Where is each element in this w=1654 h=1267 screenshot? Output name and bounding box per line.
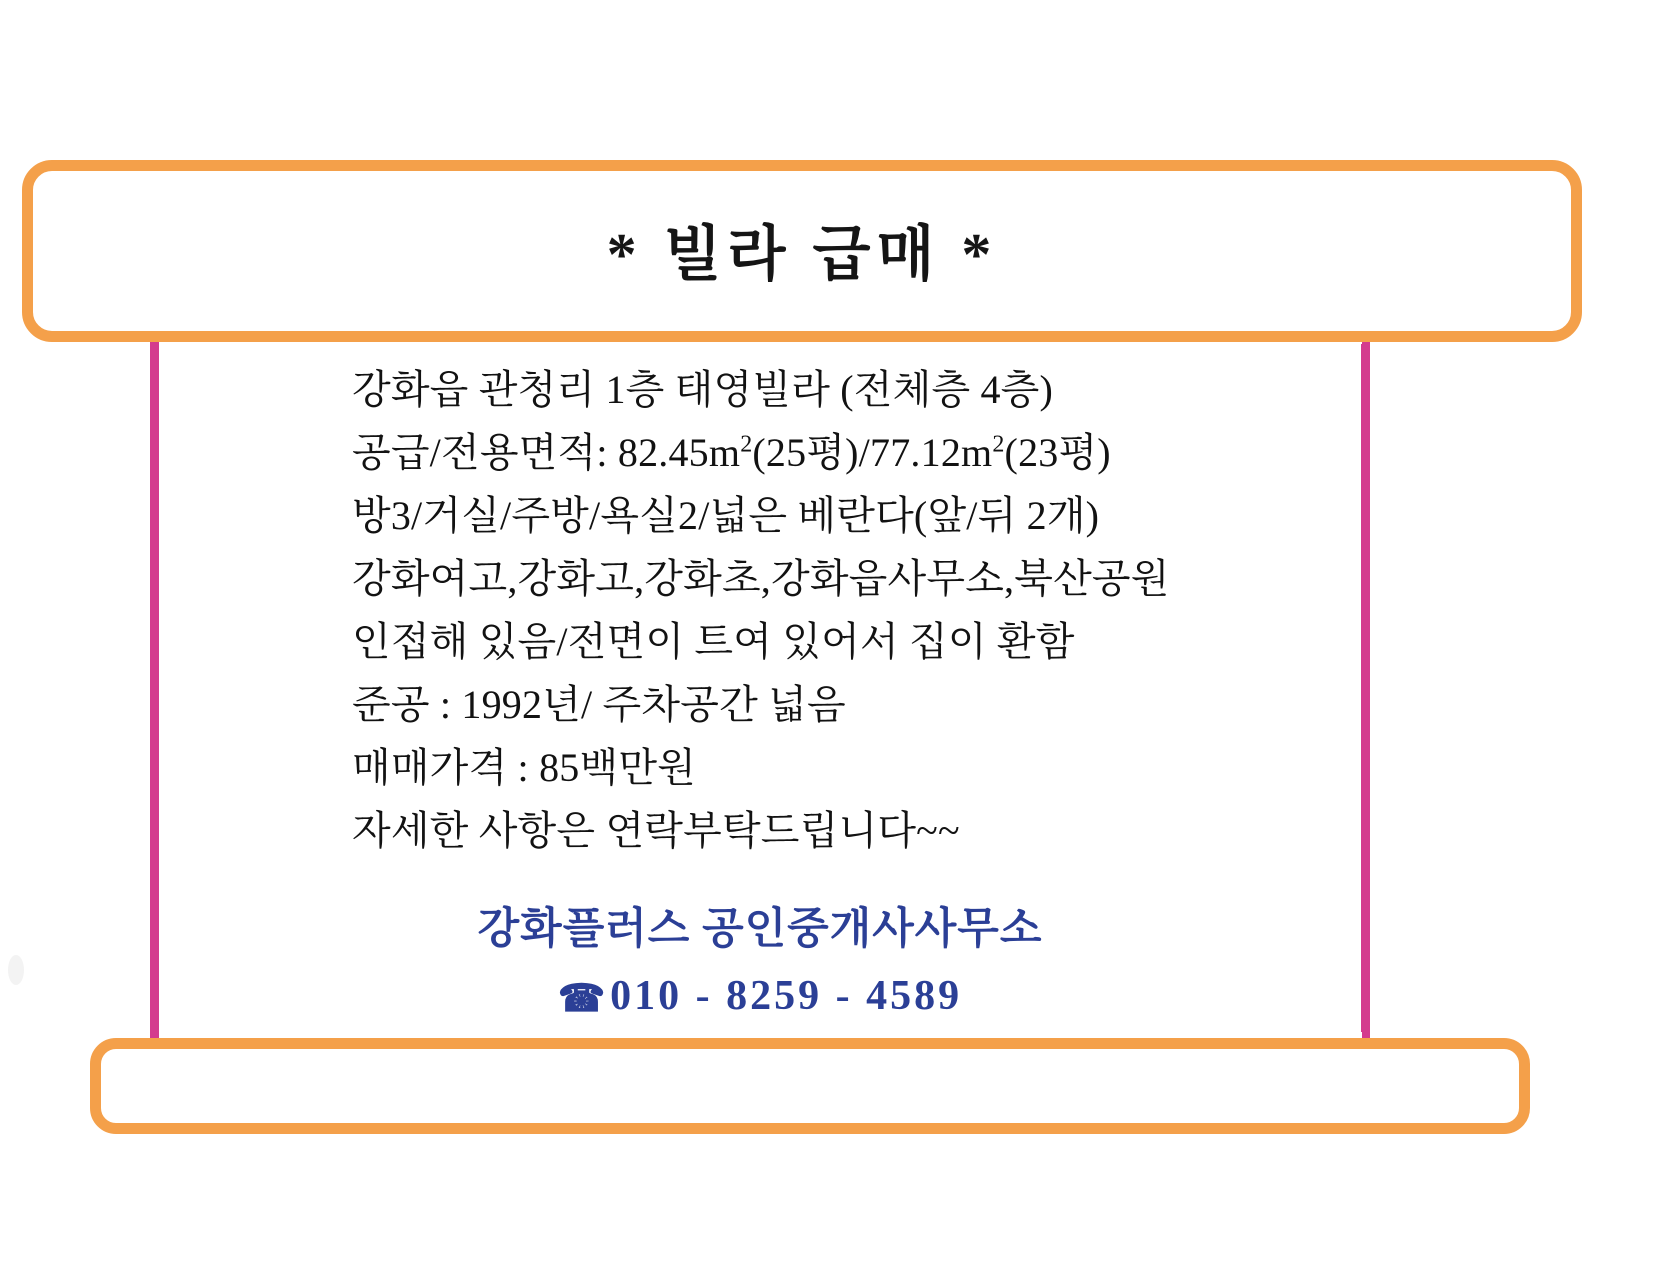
- listing-details: [352, 358, 1532, 862]
- area-supply-pyeong: (25평)/: [752, 430, 871, 475]
- detail-line-view: 인접해 있음/전면이 트여 있어서 집이 환함: [352, 619, 1075, 664]
- phone-number[interactable]: 010 - 8259 - 4589: [610, 973, 963, 1019]
- scan-speck: [8, 955, 24, 985]
- area-exclusive-superscript: 2: [992, 431, 1005, 458]
- agency-name: 강화플러스 공인중개사사무소: [477, 906, 1043, 953]
- page-title: * 빌라 급매 *: [606, 221, 998, 288]
- title-banner: [22, 160, 1582, 342]
- area-exclusive-pyeong: (23평): [1004, 430, 1111, 475]
- telephone-icon: ☎: [557, 978, 609, 1020]
- detail-line-contact-note: 자세한 사항은 연락부탁드립니다~~: [352, 808, 960, 853]
- detail-line-rooms: 방3/거실/주방/욕실2/넓은 베란다(앞/뒤 2개): [352, 493, 1100, 538]
- area-label: 공급/전용면적:: [352, 430, 618, 475]
- phone-row[interactable]: [150, 972, 1370, 1021]
- detail-line-price: 매매가격 : 85백만원: [352, 745, 696, 790]
- detail-line-nearby: 강화여고,강화고,강화초,강화읍사무소,북산공원: [352, 556, 1170, 601]
- area-exclusive-value: 77.12: [870, 430, 962, 475]
- area-exclusive-unit: m: [961, 430, 993, 475]
- detail-line-area: [352, 421, 1532, 484]
- area-supply-value: 82.45: [617, 430, 709, 475]
- area-supply-superscript: 2: [740, 431, 753, 458]
- area-supply-unit: m: [708, 430, 741, 475]
- detail-line-completion: 준공 : 1992년/ 주차공간 넓음: [352, 682, 846, 727]
- agency-block: [150, 895, 1370, 1021]
- detail-line-address: 강화읍 관청리 1층 태영빌라 (전체층 4층): [352, 367, 1054, 412]
- bottom-banner: [90, 1038, 1530, 1134]
